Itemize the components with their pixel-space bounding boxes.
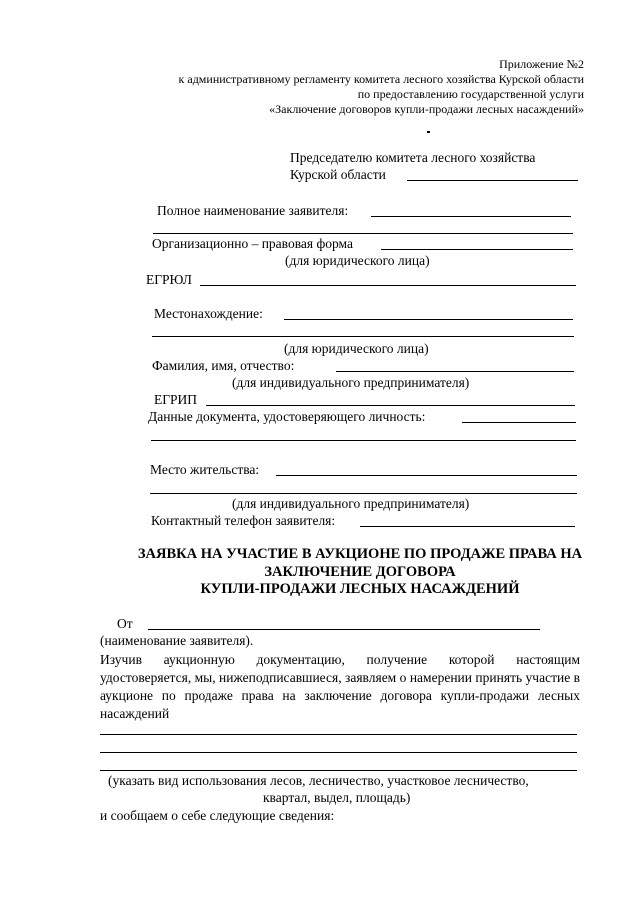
addressee-line1: Председателю комитета лесного хозяйства [290,150,536,165]
residence-label: Место жительства: [150,462,260,477]
org-form-label: Организационно – правовая форма [152,236,353,251]
phone-blank[interactable] [360,526,575,527]
for-legal-caption-1: (для юридического лица) [285,253,430,268]
forest-blank-2[interactable] [100,752,577,753]
appendix-regulation: к административному регламенту комитета лесного хозяйства Курской области [178,72,584,86]
location-blank[interactable] [284,319,573,320]
location-blank-2[interactable] [152,336,574,337]
egrip-label: ЕГРИП [154,392,198,407]
appendix-service-title: «Заключение договоров купли-продажи лесных насаждений» [269,102,584,116]
addressee-name-blank[interactable] [407,180,578,181]
location-label: Местонахождение: [154,306,263,321]
forest-caption-2: квартал, выдел, площадь) [263,790,411,805]
for-ip-caption-2: (для индивидуального предпринимателя) [232,496,470,511]
applicant-name-caption: (наименование заявителя). [100,633,254,648]
org-form-blank[interactable] [381,249,573,250]
full-name-blank[interactable] [371,216,571,217]
residence-blank[interactable] [276,475,577,476]
appendix-service: по предоставлению государственной услуги [357,87,584,101]
full-name-blank-2[interactable] [153,233,573,234]
full-name-label: Полное наименование заявителя: [157,203,349,218]
fio-label: Фамилия, имя, отчество: [152,358,295,373]
fio-blank[interactable] [336,371,574,372]
from-label: От [117,616,133,631]
residence-blank-2[interactable] [150,493,577,494]
egrip-blank[interactable] [206,405,575,406]
forest-blank-3[interactable] [100,770,577,771]
id-doc-blank-2[interactable] [151,440,576,441]
forest-caption-1: (указать вид использования лесов, лесничество, участковое лесничество, [108,773,529,788]
egrul-blank[interactable] [200,285,576,286]
for-ip-caption-1: (для индивидуального предпринимателя) [232,375,470,390]
for-legal-caption-2: (для юридического лица) [284,341,429,356]
egrul-label: ЕГРЮЛ [146,272,192,287]
forest-blank-1[interactable] [100,734,577,735]
form-title-line1: ЗАЯВКА НА УЧАСТИЕ В АУКЦИОНЕ ПО ПРОДАЖЕ ПРАВА НА [137,546,583,562]
intent-paragraph: Изучив аукционную документацию, получение которой настоящим удостоверяется, мы, нижеподписавшиеся, заявляем о намерении принять участие в аукционе по продаже права на заключение договора купли-продажи лесных насаждений [100,652,580,721]
closing-line: и сообщаем о себе следующие сведения: [100,808,335,823]
appendix-number: Приложение №2 [499,57,584,71]
id-doc-label: Данные документа, удостоверяющего личность: [148,409,426,424]
addressee-line2: Курской области [290,167,386,182]
id-doc-blank[interactable] [462,422,576,423]
form-title-line2: ЗАКЛЮЧЕНИЕ ДОГОВОРА [264,564,456,580]
stray-dot [427,131,430,133]
from-blank[interactable] [148,629,540,630]
phone-label: Контактный телефон заявителя: [151,513,336,528]
form-title-line3: КУПЛИ-ПРОДАЖИ ЛЕСНЫХ НАСАЖДЕНИЙ [200,581,520,597]
